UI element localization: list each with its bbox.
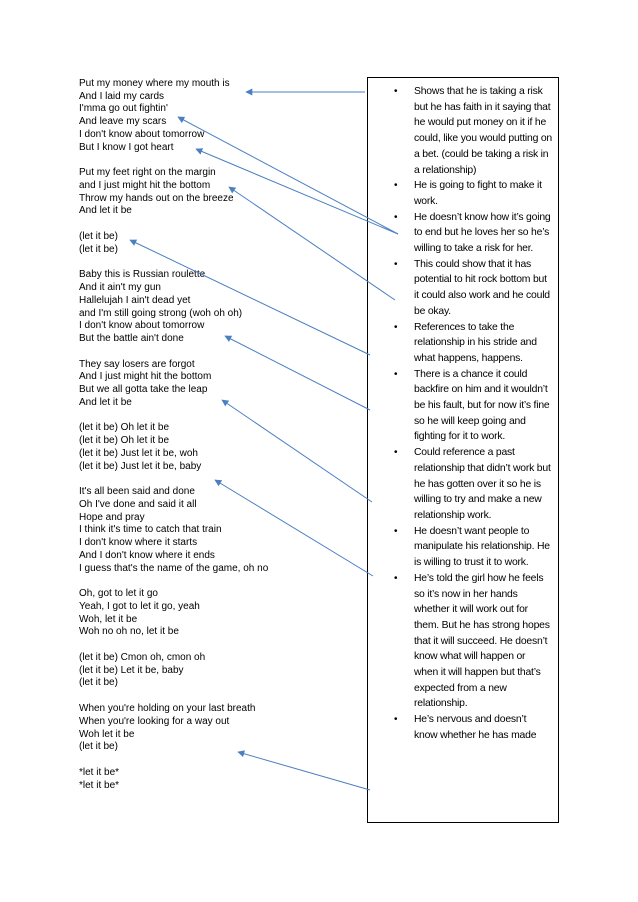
lyric-stanza <box>79 652 359 690</box>
lyric-line: Oh, got to let it go <box>79 588 158 600</box>
annotation-text: Could reference a past relationship that didn’t work but he has gotten over it so he is willing to try and make a new relationship work. <box>414 447 551 521</box>
lyric-line: (let it be) Just let it be, baby <box>79 460 202 472</box>
annotation-text: References to take the relationship in his stride and what happens, happens. <box>414 321 537 364</box>
bullet-icon: • <box>394 211 398 223</box>
lyric-line: (let it be) <box>79 741 118 753</box>
lyric-line: I don't know about tomorrow <box>79 128 205 140</box>
annotations-list <box>368 78 558 744</box>
lyric-line: (let it be) Oh let it be <box>79 422 170 434</box>
bullet-icon: • <box>394 321 398 333</box>
lyric-line: They say losers are forgot <box>79 358 195 370</box>
lyric-line: (let it be) Oh let it be <box>79 435 170 447</box>
lyric-line: Yeah, I got to let it go, yeah <box>79 600 200 612</box>
lyric-line: I don't know where it starts <box>79 537 198 549</box>
annotation-text: He doesn’t want people to manipulate his relationship. He is willing to trust it to work. <box>414 525 550 569</box>
lyric-line: Put my feet right on the margin <box>79 167 216 179</box>
lyric-line: But I know I got heart <box>79 141 174 153</box>
lyric-stanza <box>79 167 359 218</box>
annotation-text: This could show that it has potential to hit rock bottom but it could also work and he could be okay. <box>414 258 550 317</box>
annotation-item <box>368 178 552 209</box>
lyric-line: Throw my hands out on the breeze <box>79 192 234 204</box>
lyric-line: (let it be) <box>79 677 118 689</box>
lyric-line: Hope and pray <box>79 511 145 523</box>
annotation-text: He’s nervous and doesn’t know whether he has made <box>414 714 537 741</box>
lyric-line: I'mma go out fightin' <box>79 103 168 115</box>
lyric-stanza <box>79 486 359 575</box>
lyric-line: And it ain't my gun <box>79 282 161 294</box>
annotation-item <box>368 367 552 446</box>
lyric-line: But the battle ain't done <box>79 332 184 344</box>
lyric-line: But we all gotta take the leap <box>79 384 208 396</box>
lyric-line: (let it be) <box>79 243 118 255</box>
annotation-item <box>368 445 552 524</box>
lyric-line: *let it be* <box>79 766 120 778</box>
annotation-item <box>368 524 552 571</box>
lyric-line: (let it be) Just let it be, woh <box>79 447 198 459</box>
lyric-line: And I don't know where it ends <box>79 549 215 561</box>
lyric-stanza <box>79 231 359 256</box>
lyric-line: Put my money where my mouth is <box>79 78 230 89</box>
bullet-icon: • <box>394 86 398 97</box>
lyric-line: and I just might hit the bottom <box>79 179 211 191</box>
annotation-item <box>368 210 552 257</box>
lyric-line: It's all been said and done <box>79 486 195 498</box>
lyric-stanza <box>79 78 359 154</box>
lyric-line: Woh, let it be <box>79 613 138 625</box>
annotation-item <box>368 712 552 743</box>
annotation-text: He’s told the girl how he feels so it’s now in her hands whether it will work out for them. But he has strong hopes that it will succeed. He doesn’t know what will happen or when it will happen but that’s expected from a new relationship. <box>414 572 550 710</box>
annotation-item <box>368 257 552 320</box>
lyric-line: And leave my scars <box>79 116 167 128</box>
lyric-line: (let it be) Let it be, baby <box>79 664 184 676</box>
bullet-icon: • <box>394 180 398 192</box>
annotation-text: There is a chance it could backfire on him and it wouldn’t be his fault, but for now it’s fine so he will keep going and fighting for it to work. <box>414 368 550 443</box>
annotation-text: He is going to fight to make it work. <box>414 180 542 207</box>
lyric-line: (let it be) <box>79 231 118 243</box>
bullet-icon: • <box>394 258 398 270</box>
annotation-item <box>368 320 552 367</box>
lyric-line: *let it be* <box>79 779 120 791</box>
lyrics-column <box>79 78 359 805</box>
bullet-icon: • <box>394 447 398 459</box>
lyric-line: Woh let it be <box>79 728 135 740</box>
lyric-line: I don't know about tomorrow <box>79 320 205 332</box>
annotation-item <box>368 84 552 178</box>
lyric-line: When you're holding on your last breath <box>79 703 256 715</box>
lyric-stanza <box>79 703 359 754</box>
annotation-text: He doesn’t know how it’s going to end but he loves her so he’s willing to take a risk for her. <box>414 211 551 255</box>
annotation-item <box>368 571 552 712</box>
annotation-text: Shows that he is taking a risk but he has faith in it saying that he would put money on it if he could, like you would putting on a bet. (could be taking a risk in a relationship) <box>414 86 553 176</box>
lyric-line: Oh I've done and said it all <box>79 498 197 510</box>
lyric-stanza <box>79 269 359 345</box>
lyric-stanza <box>79 588 359 639</box>
lyric-line: And let it be <box>79 205 132 217</box>
bullet-icon: • <box>394 572 398 584</box>
lyric-line: And I laid my cards <box>79 90 165 102</box>
lyric-line: I guess that's the name of the game, oh no <box>79 562 269 574</box>
lyric-line: And I just might hit the bottom <box>79 371 212 383</box>
lyric-line: And let it be <box>79 396 132 408</box>
lyric-line: Baby this is Russian roulette <box>79 269 206 281</box>
lyric-line: and I'm still going strong (woh oh oh) <box>79 307 243 319</box>
annotations-box <box>367 77 559 823</box>
lyric-stanza <box>79 359 359 410</box>
lyric-line: When you're looking for a way out <box>79 715 230 727</box>
lyric-line: Woh no oh no, let it be <box>79 626 179 638</box>
lyric-line: Hallelujah I ain't dead yet <box>79 294 191 306</box>
lyric-stanza <box>79 767 359 792</box>
lyric-line: I think it's time to catch that train <box>79 524 222 536</box>
bullet-icon: • <box>394 525 398 537</box>
lyric-line: (let it be) Cmon oh, cmon oh <box>79 652 206 664</box>
bullet-icon: • <box>394 714 398 726</box>
bullet-icon: • <box>394 368 398 380</box>
lyric-stanza <box>79 422 359 473</box>
